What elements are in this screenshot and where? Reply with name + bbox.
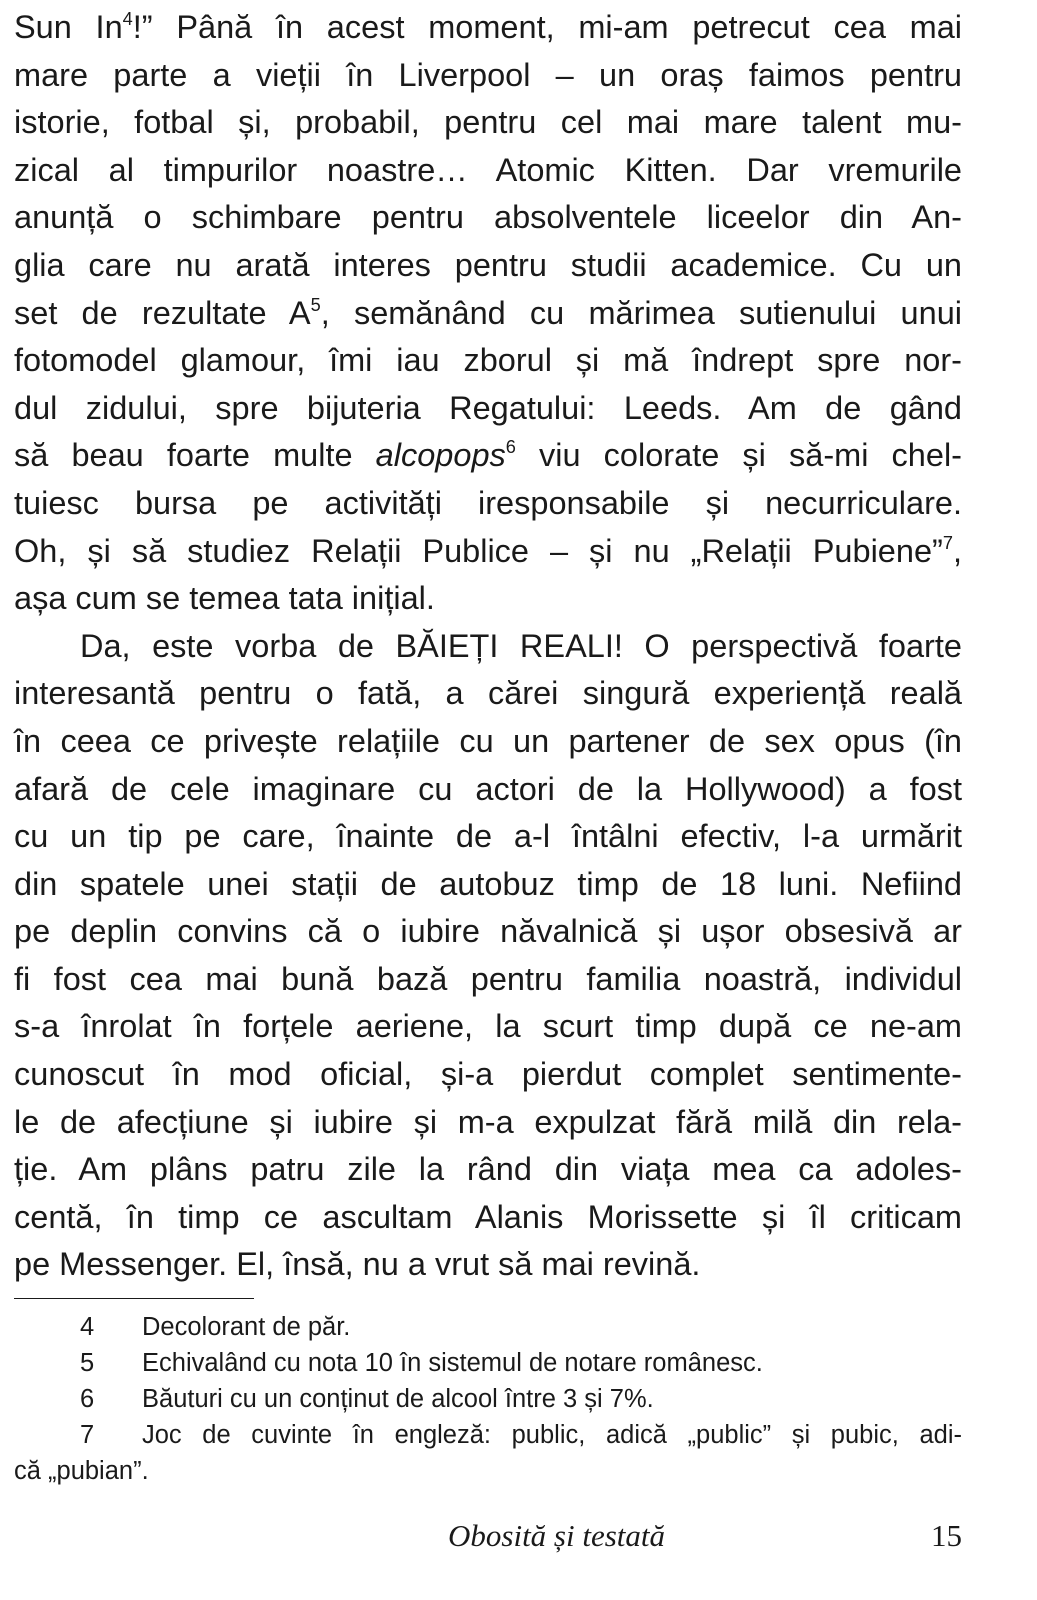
footnote-number: 6: [80, 1385, 95, 1413]
footnote-line: [14, 1381, 962, 1417]
running-title: Obosită și testată: [448, 1518, 666, 1553]
text-segment: fi fost cea mai bună bază pentru familia noastră, individul: [14, 960, 962, 997]
text-line: [14, 956, 962, 1004]
text-segment: în ceea ce privește relațiile cu un partener de sex opus (în: [14, 722, 962, 759]
text-segment: fotomodel glamour, îmi iau zborul și mă îndrept spre nor-: [14, 342, 962, 379]
text-line: [14, 52, 962, 100]
text-line: [14, 1003, 962, 1051]
text-line: [14, 1051, 962, 1099]
text-line: [14, 1194, 962, 1242]
body-text: [14, 4, 962, 1289]
text-segment: istorie, fotbal și, probabil, pentru cel mai mare talent mu-: [14, 104, 962, 141]
paragraph: [14, 4, 962, 623]
footnote-line: [14, 1309, 962, 1345]
text-line: [14, 99, 962, 147]
text-segment: set de rezultate A: [14, 294, 311, 331]
text-line: [14, 908, 962, 956]
footnote-number: 5: [80, 1349, 95, 1377]
text-segment: Da, este vorba de BĂIEȚI REALI! O perspectivă foarte: [80, 627, 962, 664]
text-segment: centă, în timp ce ascultam Alanis Morissette și îl criticam: [14, 1198, 962, 1235]
text-segment: cu un tip pe care, înainte de a-l întâlni efectiv, l-a urmărit: [14, 818, 962, 855]
text-line: [14, 1241, 962, 1289]
text-segment: anunță o schimbare pentru absolventele liceelor din An-: [14, 199, 962, 236]
text-segment: ,: [952, 532, 962, 569]
text-line: [14, 4, 962, 52]
text-line: [14, 194, 962, 242]
text-line: [14, 432, 962, 480]
text-segment: din spatele unei stații de autobuz timp de 18 luni. Nefiind: [14, 865, 962, 902]
text-segment: afară de cele imaginare cu actori de la Hollywood) a fost: [14, 770, 962, 807]
text-segment: să beau foarte multe: [14, 437, 376, 474]
footnote-ref: 6: [505, 437, 516, 458]
text-segment: le de afecțiune și iubire și m-a expulzat fără milă din rela-: [14, 1103, 962, 1140]
footnote-line: [14, 1453, 962, 1489]
italic-text: alcopops: [375, 437, 506, 474]
text-line: [14, 147, 962, 195]
text-line: [14, 290, 962, 338]
text-line: [14, 861, 962, 909]
text-line: [14, 623, 962, 671]
text-line: [14, 813, 962, 861]
text-segment: pe Messenger. El, însă, nu a vrut să mai revină.: [14, 1246, 701, 1283]
footnote-line: [14, 1345, 962, 1381]
footnote-ref: 5: [310, 294, 321, 315]
text-line: [14, 480, 962, 528]
text-segment: viu colorate și să-mi chel-: [515, 437, 963, 474]
text-segment: Sun In: [14, 9, 123, 45]
page-footer: [14, 1518, 962, 1562]
footnote-text: Echivalând cu nota 10 în sistemul de notare românesc.: [142, 1349, 763, 1377]
text-segment: pe deplin convins că o iubire năvalnică și ușor obsesivă ar: [14, 913, 962, 950]
footnote-text: Decolorant de păr.: [142, 1313, 351, 1341]
footnote-text: Băuturi cu un conținut de alcool între 3 și 7%.: [142, 1385, 654, 1413]
footnotes: [14, 1309, 962, 1489]
text-segment: zical al timpurilor noastre… Atomic Kitten. Dar vremurile: [14, 151, 962, 188]
text-segment: mare parte a vieții în Liverpool – un oraș faimos pentru: [14, 56, 962, 93]
text-line: [14, 528, 962, 576]
footnote-number: 7: [80, 1421, 95, 1449]
text-segment: glia care nu arată interes pentru studii academice. Cu un: [14, 246, 962, 283]
text-line: [14, 718, 962, 766]
text-line: [14, 766, 962, 814]
text-line: [14, 337, 962, 385]
text-segment: s-a înrolat în forțele aeriene, la scurt timp după ce ne-am: [14, 1008, 962, 1045]
text-line: [14, 1099, 962, 1147]
text-segment: dul zidului, spre bijuteria Regatului: Leeds. Am de gând: [14, 389, 962, 426]
text-segment: interesantă pentru o fată, a cărei singură experiență reală: [14, 675, 962, 712]
text-segment: !” Până în acest moment, mi-am petrecut cea mai: [132, 9, 962, 45]
footnote-line: [14, 1417, 962, 1453]
text-line: [14, 385, 962, 433]
text-line: [14, 670, 962, 718]
footnote-text: Joc de cuvinte în engleză: public, adică „public” și pubic, adi-: [142, 1421, 962, 1449]
footnote-ref: 4: [122, 8, 133, 29]
text-segment: așa cum se temea tata inițial.: [14, 580, 435, 617]
footnote-separator: [14, 1298, 254, 1299]
paragraph: [14, 623, 962, 1289]
footnote-number: 4: [80, 1313, 95, 1341]
text-segment: Oh, și să studiez Relații Publice – și nu „Relații Pubiene”: [14, 532, 943, 569]
page-number: 15: [931, 1518, 962, 1553]
footnote-ref: 7: [942, 532, 953, 553]
text-segment: ție. Am plâns patru zile la rând din viața mea ca adoles-: [14, 1151, 962, 1188]
text-line: [14, 575, 962, 623]
footnote-text: că „pubian”.: [14, 1457, 149, 1485]
text-segment: cunoscut în mod oficial, și-a pierdut complet sentimente-: [14, 1056, 962, 1093]
text-segment: , semănând cu mărimea sutienului unui: [320, 294, 962, 331]
text-line: [14, 1146, 962, 1194]
text-segment: tuiesc bursa pe activități iresponsabile și necurriculare.: [14, 484, 962, 521]
text-line: [14, 242, 962, 290]
